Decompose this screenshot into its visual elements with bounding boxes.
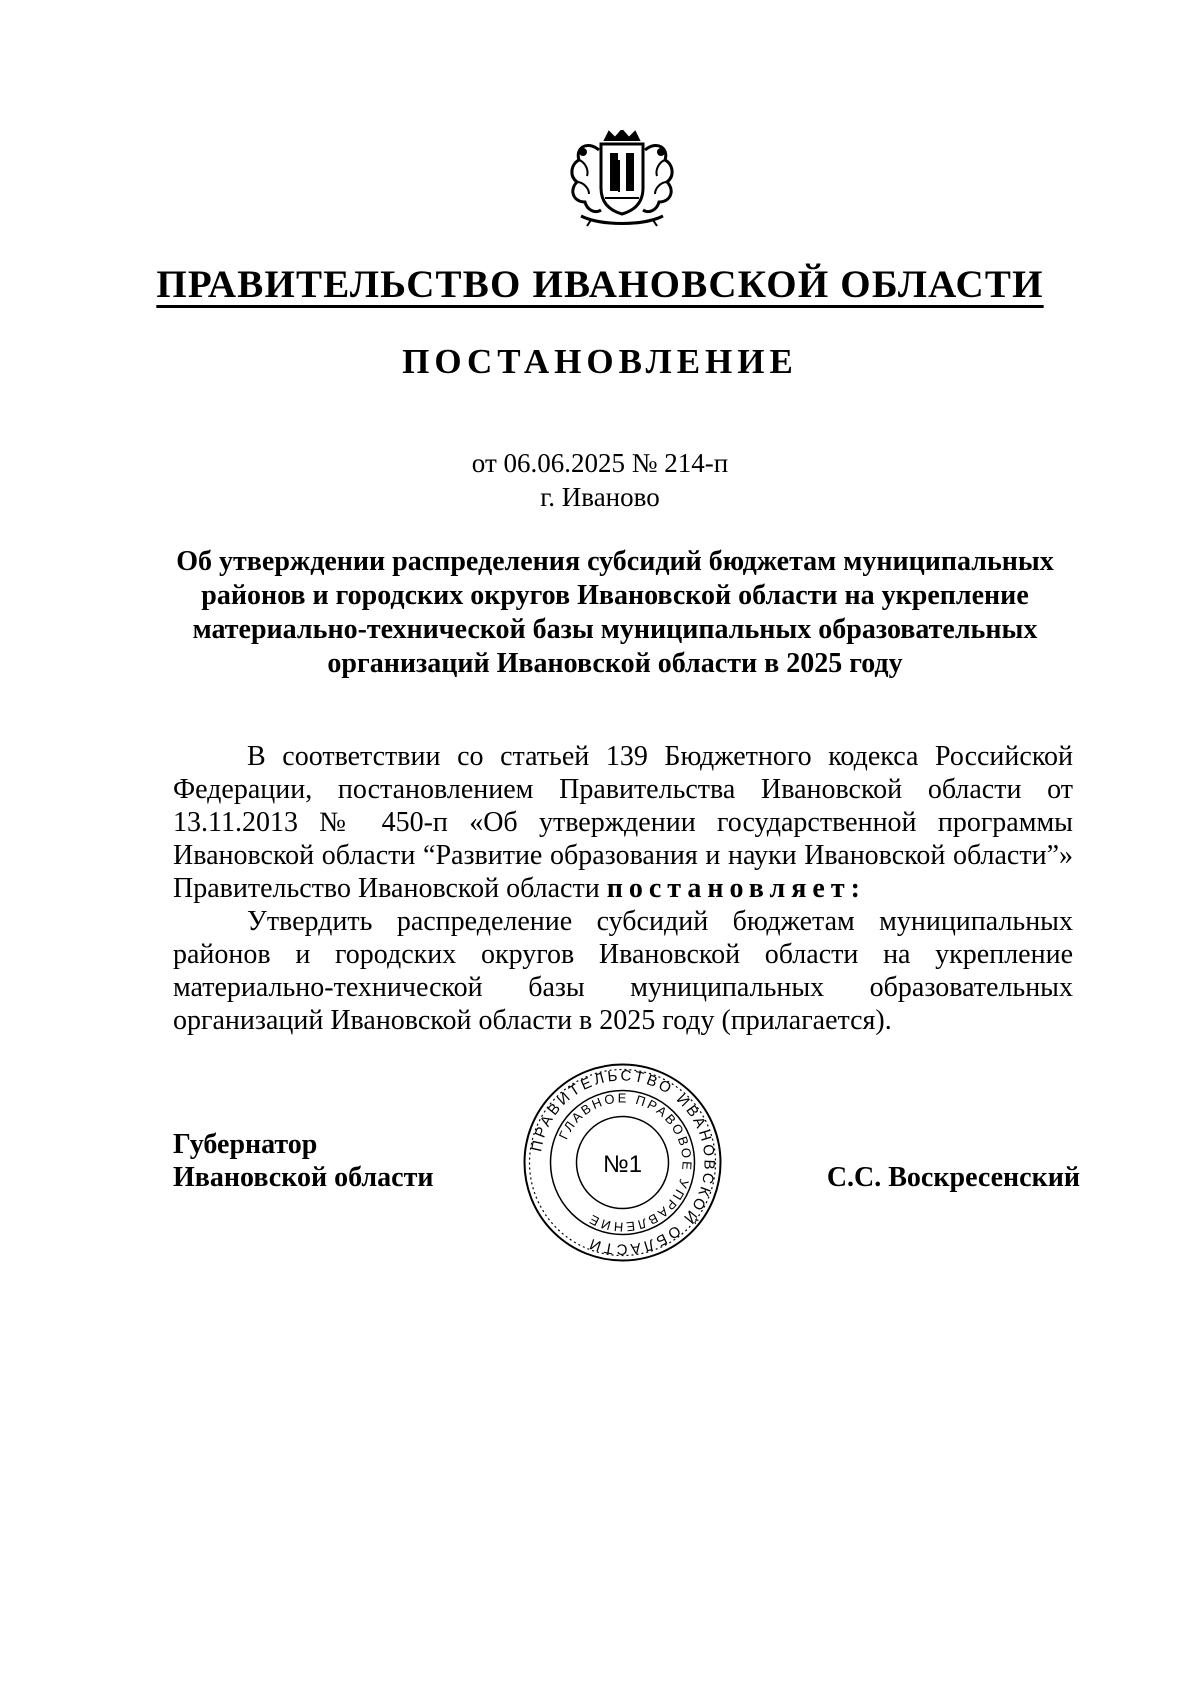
body-paragraph: Утвердить распределение субсидий бюджетам муниципальных районов и городских округов Ивановской области на укрепление материально-технической базы муниципальных образовательных организаций Ивановской области в 2025 году (прилагается). [173,906,1073,1036]
document-body [173,740,1073,1037]
position-line: Губернатор [173,1129,318,1160]
decree-word: постановляет: [606,873,866,904]
organization-title-text: ПРАВИТЕЛЬСТВО ИВАНОВСКОЙ ОБЛАСТИ [156,263,1044,306]
seal-number: №1 [602,1151,643,1178]
subject-line: Об утверждении распределения субсидий бюджетам муниципальных [176,546,1054,577]
coat-of-arms-icon [557,130,687,228]
subject-line: организаций Ивановской области в 2025 году [327,648,903,679]
body-paragraph [173,740,1073,905]
document-city: г. Иваново [540,482,660,512]
signatory-name: С.С. Воскресенский [826,1162,1080,1193]
subject-line: районов и городских округов Ивановской области на укрепление [201,580,1029,611]
subject-line: материально-технической базы муниципальных образовательных [192,614,1038,645]
document-subject [150,545,1080,681]
document-date-number: от 06.06.2025 № 214-п [471,448,729,478]
signatory-position [173,1128,433,1194]
organization-title [0,262,1200,307]
body-paragraph-text: В соответствии со статьей 139 Бюджетного кодекса Российской Федерации, постановлением Правительства Ивановской области от 13.11.2013 № 450-п «Об утверждении государственной программы Ивановской области “Развитие образования и науки Ивановской области”» Правительство Ивановской области [173,741,1073,904]
seal-inner-text: ГЛАВНОЕ ПРАВОВОЕ УПРАВЛЕНИЕ [555,1090,695,1235]
position-line: Ивановской области [173,1162,434,1193]
seal-outer-text: ПРАВИТЕЛЬСТВО ИВАНОВСКОЙ ОБЛАСТИ [528,1067,718,1258]
official-seal-stamp [520,1060,725,1265]
document-type: ПОСТАНОВЛЕНИЕ [402,342,798,381]
